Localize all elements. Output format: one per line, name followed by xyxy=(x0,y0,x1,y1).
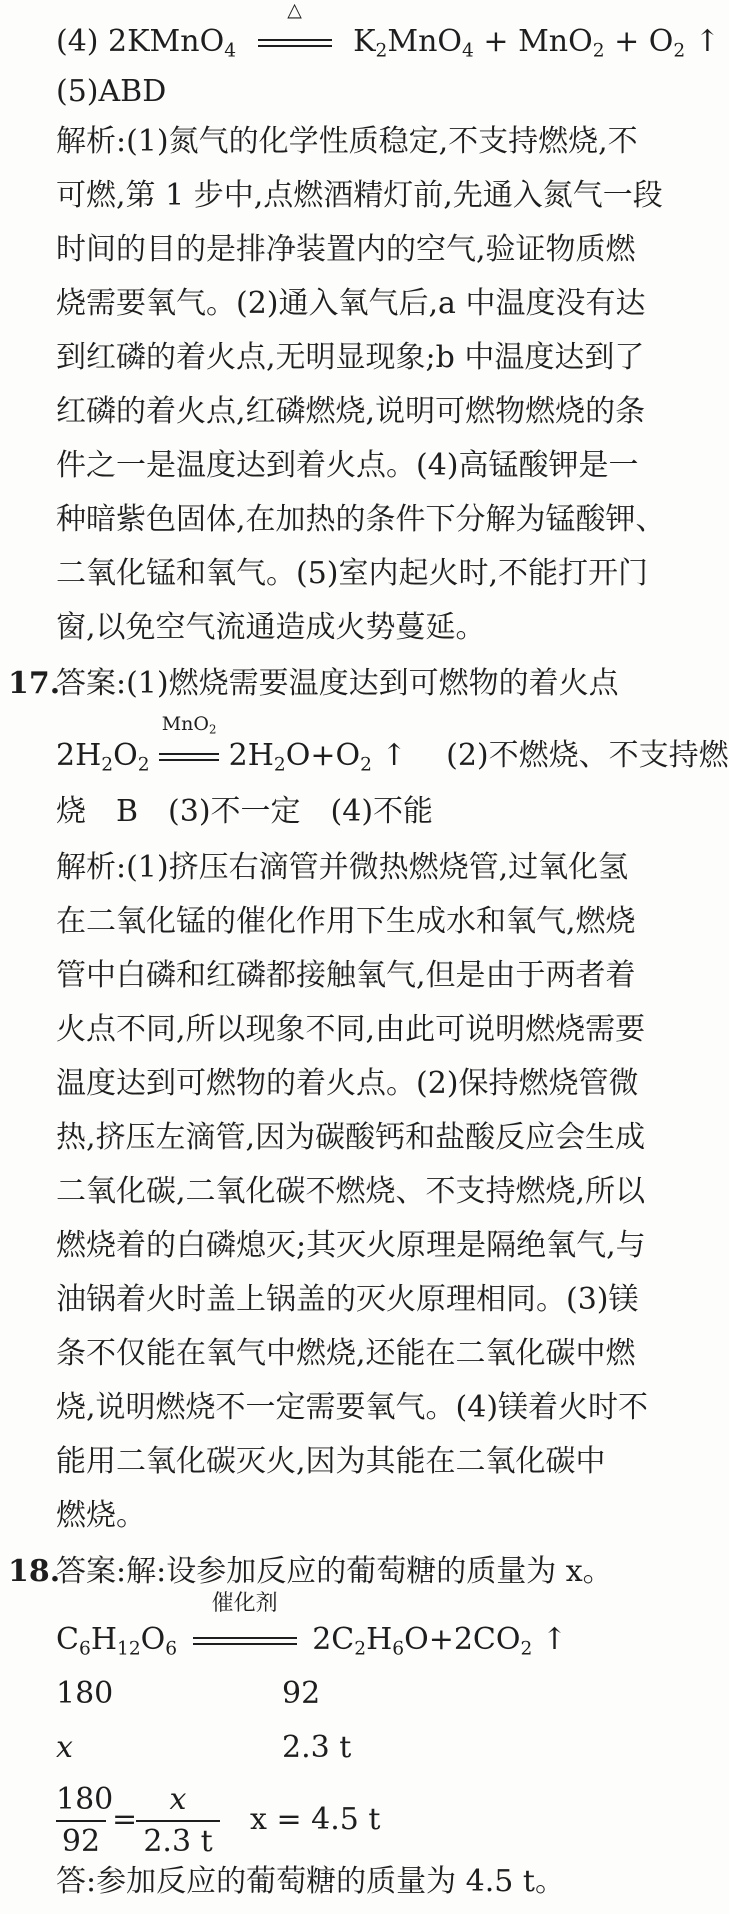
eq-lhs: $2H_2O_2$ xyxy=(56,738,150,776)
q17-analysis-line: 温度达到可燃物的着火点。(2)保持燃烧管微 xyxy=(56,1066,639,1101)
eq-lhs: 2KMnO$_4$ xyxy=(108,24,237,62)
reaction-condition: 催化剂 xyxy=(193,1618,297,1662)
eq-rhs: $K_2MnO_4 + MnO_2 + O_2$ ↑ xyxy=(353,24,720,62)
q16-analysis-line: 烧需要氧气。(2)通入氧气后,a 中温度没有达 xyxy=(56,286,646,321)
equals-sign: = xyxy=(112,1802,138,1837)
question-number: 17. xyxy=(8,666,61,701)
q17-analysis-line: 烧,说明燃烧不一定需要氧气。(4)镁着火时不 xyxy=(56,1390,649,1425)
q18-answer: 答案:解:设参加反应的葡萄糖的质量为 x。 xyxy=(56,1554,613,1589)
q17-analysis-line: 能用二氧化碳灭火,因为其能在二氧化碳中 xyxy=(56,1444,606,1479)
unknown-mass: x xyxy=(56,1730,73,1765)
reaction-condition: △ xyxy=(258,20,332,64)
solution-result: x = 4.5 t xyxy=(250,1802,381,1837)
eq-rhs: $2C_2H_6O+2CO_2$ ↑ xyxy=(312,1622,568,1660)
q17-analysis-line: 燃烧着的白磷熄灭;其灭火原理是隔绝氧气,与 xyxy=(56,1228,646,1263)
q16-analysis-line: 时间的目的是排净装置内的空气,验证物质燃 xyxy=(56,232,636,267)
q16-analysis-line: 件之一是温度达到着火点。(4)高锰酸钾是一 xyxy=(56,448,639,483)
q16-analysis-line: 窗,以免空气流通造成火势蔓延。 xyxy=(56,610,486,645)
q17-analysis-line: 在二氧化锰的催化作用下生成水和氧气,燃烧 xyxy=(56,904,636,939)
question-number: 18. xyxy=(8,1554,61,1589)
q17-equation: $2H_2O_2$ MnO$_2$ $2H_2O+O_2$ ↑ (2)不燃烧、不支持燃 xyxy=(56,734,729,778)
q17-analysis-line: 条不仅能在氧气中燃烧,还能在二氧化碳中燃 xyxy=(56,1336,636,1371)
q17-analysis-line: 管中白磷和红磷都接触氧气,但是由于两者着 xyxy=(56,958,636,993)
molar-mass-ethanol: 92 xyxy=(282,1676,321,1711)
q18-final-answer: 答:参加反应的葡萄糖的质量为 4.5 t。 xyxy=(56,1864,565,1899)
q17-analysis-line: 解析:(1)挤压右滴管并微热燃烧管,过氧化氢 xyxy=(56,850,629,885)
fraction-left: 180 92 xyxy=(56,1782,114,1859)
eq-rhs: $2H_2O+O_2$ ↑ xyxy=(228,738,407,776)
q16-analysis-line: 种暗紫色固体,在加热的条件下分解为锰酸钾、 xyxy=(56,502,666,537)
q16-analysis-line: 可燃,第 1 步中,点燃酒精灯前,先通入氮气一段 xyxy=(56,178,663,213)
q16-analysis-line: 二氧化锰和氧气。(5)室内起火时,不能打开门 xyxy=(56,556,649,591)
q17-analysis-line: 二氧化碳,二氧化碳不燃烧、不支持燃烧,所以 xyxy=(56,1174,646,1209)
q16-analysis-line: 红磷的着火点,红磷燃烧,说明可燃物燃烧的条 xyxy=(56,394,646,429)
q16-eq4: (4) 2KMnO$_4$ △ $K_2MnO_4 + MnO_2 + O_2$ ↑ xyxy=(56,20,720,64)
q17-answer: 答案:(1)燃烧需要温度达到可燃物的着火点 xyxy=(56,666,619,701)
q17-analysis-line: 燃烧。 xyxy=(56,1498,146,1533)
q17-analysis-line: 火点不同,所以现象不同,由此可说明燃烧需要 xyxy=(56,1012,646,1047)
molar-mass-glucose: 180 xyxy=(56,1676,114,1711)
ethanol-mass: 2.3 t xyxy=(282,1730,352,1765)
q17-answer-cont: 烧 B (3)不一定 (4)不能 xyxy=(56,794,434,829)
q17-analysis-line: 热,挤压左滴管,因为碳酸钙和盐酸反应会生成 xyxy=(56,1120,646,1155)
q16-analysis-line: 到红磷的着火点,无明显现象;b 中温度达到了 xyxy=(56,340,645,375)
fraction-right: x 2.3 t xyxy=(136,1780,220,1862)
q18-equation xyxy=(56,1591,568,1662)
q16-analysis-line: 解析:(1)氮气的化学性质稳定,不支持燃烧,不 xyxy=(56,124,638,159)
q16-answer5: (5)ABD xyxy=(56,74,167,109)
reaction-condition: MnO$_2$ xyxy=(159,734,219,778)
q17-analysis-line: 油锅着火时盖上锅盖的灭火原理相同。(3)镁 xyxy=(56,1282,639,1317)
eq-lhs: $C_6H_{12}O_6$ xyxy=(56,1622,178,1660)
